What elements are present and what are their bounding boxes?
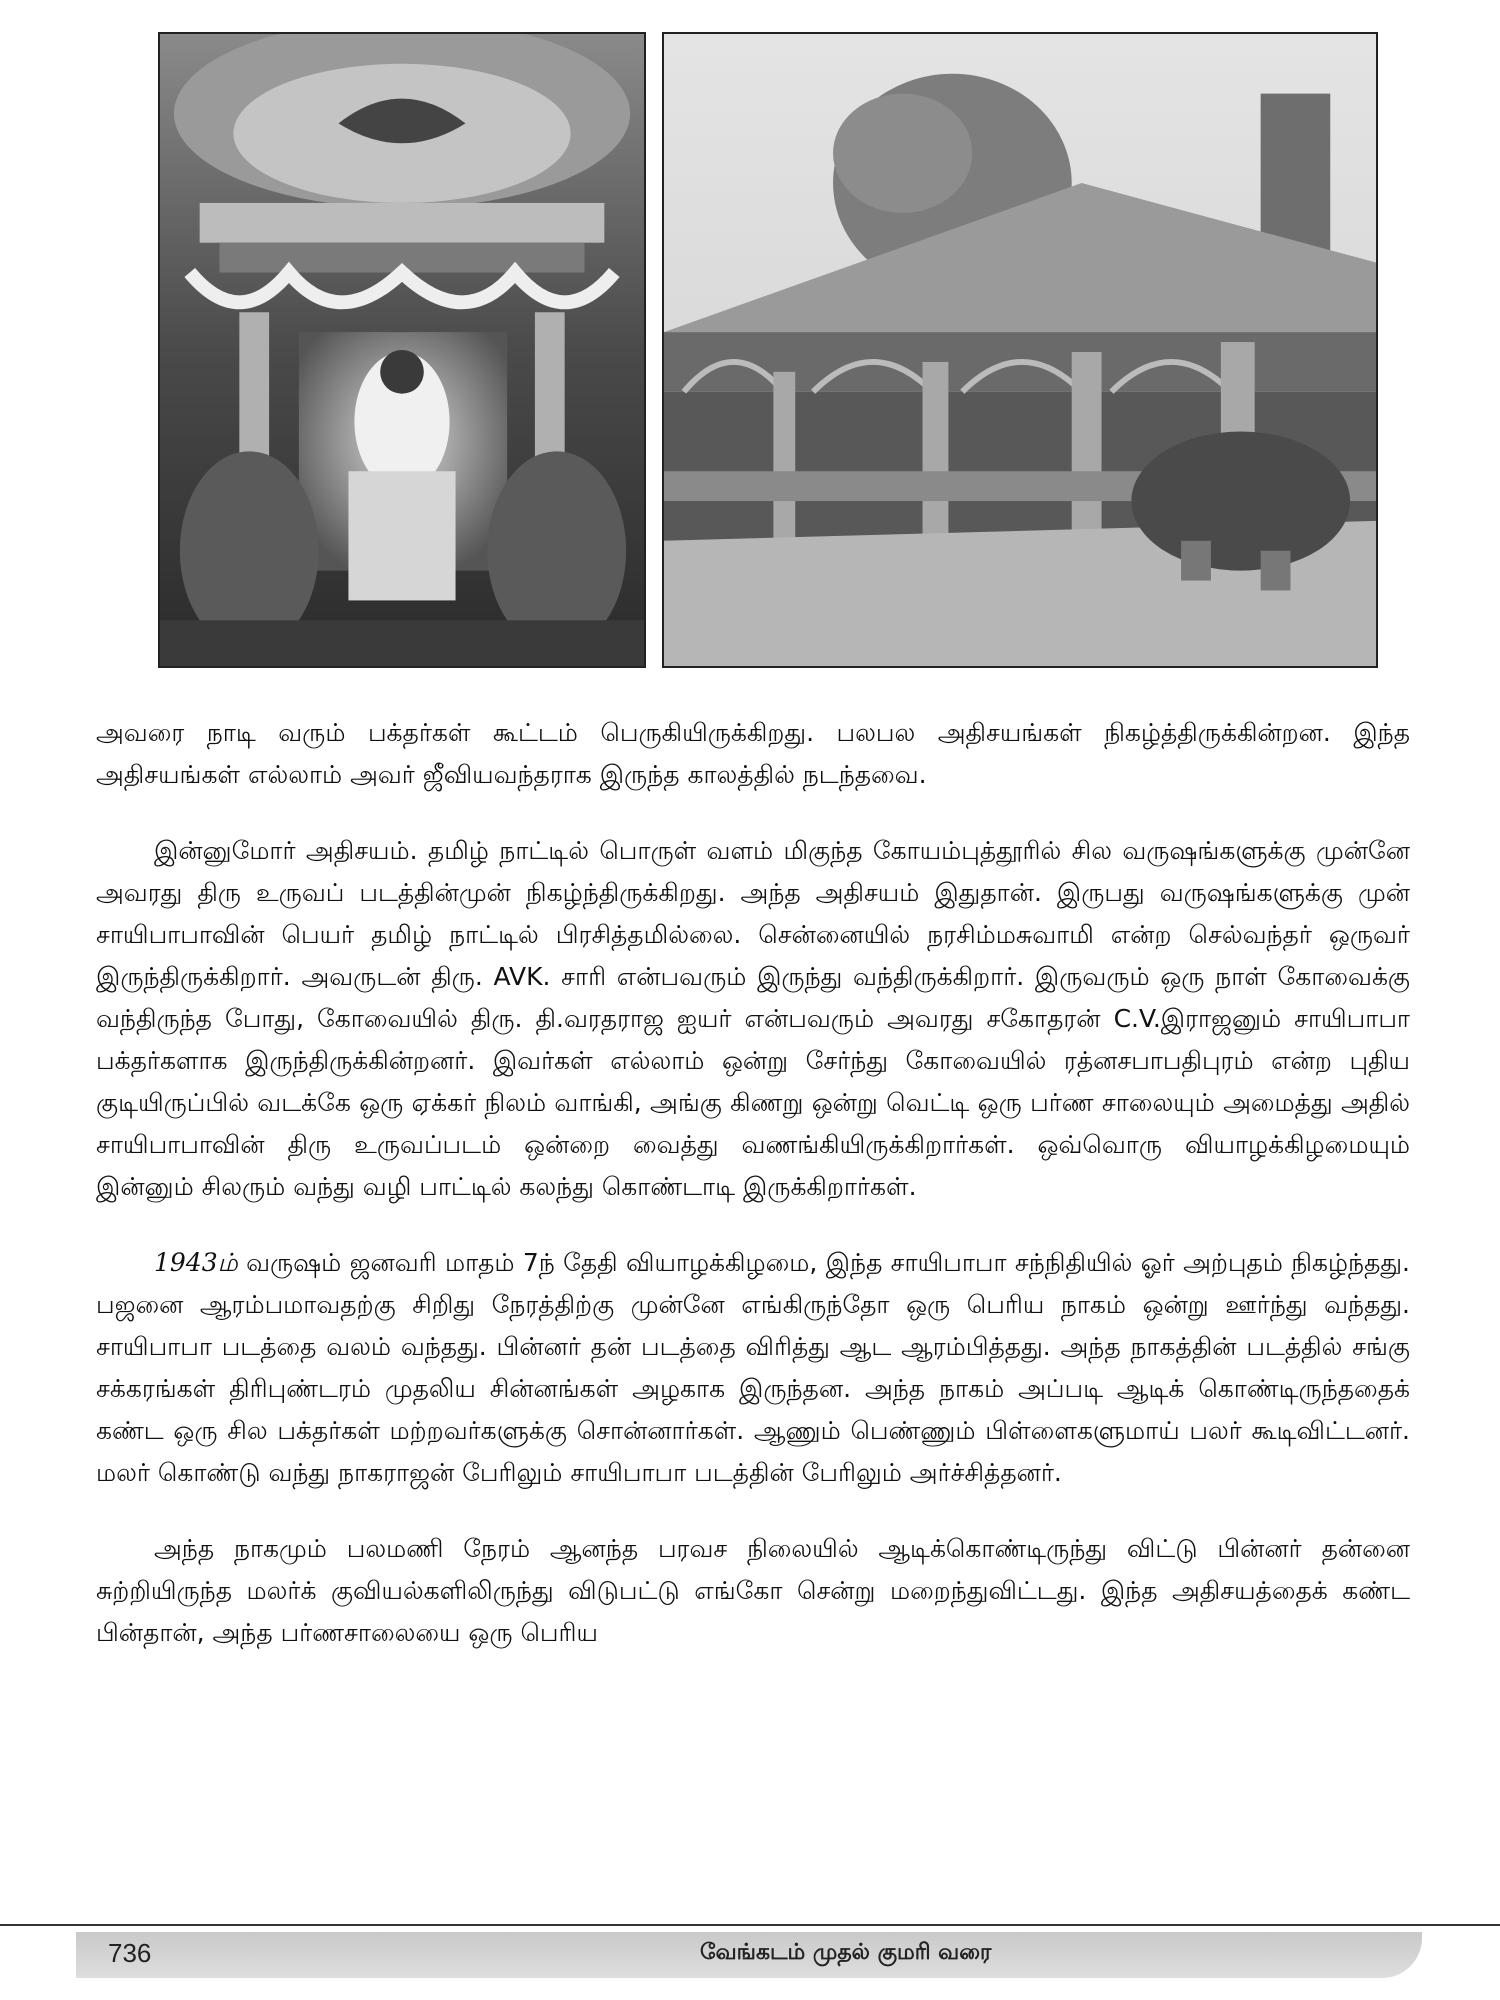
page-number: 736 (108, 1938, 152, 1968)
paragraph-1: அவரை நாடி வரும் பக்தர்கள் கூட்டம் பெருகியிருக்கிறது. பலபல அதிசயங்கள் நிகழ்த்திருக்கின்றன. இந்த அதிசயங்கள் எல்லாம் அவர் ஜீவியவந்தராக இருந்த காலத்தில் நடந்தவை. (96, 718, 1410, 789)
year-1943: 1943ம் (154, 1248, 238, 1277)
temple-hall-photo-graphic (664, 34, 1376, 666)
shrine-photo-graphic (160, 34, 644, 666)
paragraph-3-text: வருஷம் ஜனவரி மாதம் 7ந் தேதி வியாழக்கிழமை, இந்த சாயிபாபா சந்நிதியில் ஓர் அற்புதம் நிகழ்ந்தது. பஜனை ஆரம்பமாவதற்கு சிறிது நேரத்திற்கு முன்னே எங்கிருந்தோ ஒரு பெரிய நாகம் ஒன்று ஊர்ந்து வந்தது. சாயிபாபா படத்தை வலம் வந்தது. பின்னர் தன் படத்தை விரித்து ஆட ஆரம்பித்தது. அந்த நாகத்தின் படத்தில் சங்கு சக்கரங்கள் திரிபுண்டரம் முதலிய சின்னங்கள் அழகாக இருந்தன. அந்த நாகம் அப்படி ஆடிக் கொண்டிருந்ததைக் கண்ட ஒரு சில பக்தர்கள் மற்றவர்களுக்கு சொன்னார்கள். ஆணும் பெண்ணும் பிள்ளைகளுமாய் பலர் கூடிவிட்டனர். மலர் கொண்டு வந்து நாகராஜன் பேரிலும் சாயிபாபா படத்தின் பேரிலும் அர்ச்சித்தனர். (96, 1248, 1410, 1487)
paragraph-4: அந்த நாகமும் பலமணி நேரம் ஆனந்த பரவச நிலையில் ஆடிக்கொண்டிருந்து விட்டு பின்னர் தன்னை சுற்றியிருந்த மலர்க் குவியல்களிலிருந்து விடுபட்டு எங்கோ சென்று மறைந்துவிட்டது. இந்த அதிசயத்தைக் கண்ட பின்தான், அந்த பர்ணசாலையை ஒரு பெரிய (96, 1534, 1410, 1647)
footer-rule (0, 1924, 1500, 1926)
paragraph-3 (96, 1242, 1410, 1494)
temple-hall-photo (662, 32, 1378, 668)
paragraph-2: இன்னுமோர் அதிசயம். தமிழ் நாட்டில் பொருள் வளம் மிகுந்த கோயம்புத்தூரில் சில வருஷங்களுக்கு முன்னே அவரது திரு உருவப் படத்தின்முன் நிகழ்ந்திருக்கிறது. அந்த அதிசயம் இதுதான். இருபது வருஷங்களுக்கு முன் சாயிபாபாவின் பெயர் தமிழ் நாட்டில் பிரசித்தமில்லை. சென்னையில் நரசிம்மசுவாமி என்ற செல்வந்தர் ஒருவர் இருந்திருக்கிறார். அவருடன் திரு. AVK. சாரி என்பவரும் இருந்து வந்திருக்கிறார். இருவரும் ஒரு நாள் கோவைக்கு வந்திருந்த போது, கோவையில் திரு. தி.வரதராஜ ஐயர் என்பவரும் அவரது சகோதரன் C.V.இராஜனும் சாயிபாபா பக்தர்களாக இருந்திருக்கின்றனர். இவர்கள் எல்லாம் ஒன்று சேர்ந்து கோவையில் ரத்னசபாபதிபுரம் என்ற புதிய குடியிருப்பில் வடக்கே ஒரு ஏக்கர் நிலம் வாங்கி, அங்கு கிணறு ஒன்று வெட்டி ஒரு பர்ண சாலையும் அமைத்து அதில் சாயிபாபாவின் திரு உருவப்படம் ஒன்றை வைத்து வணங்கியிருக்கிறார்கள். ஒவ்வொரு வியாழக்கிழமையும் இன்னும் சிலரும் வந்து வழி பாட்டில் கலந்து கொண்டாடி இருக்கிறார்கள். (96, 836, 1410, 1201)
running-title: வேங்கடம் முதல் குமரி வரை (700, 1940, 992, 1965)
photo-row (158, 32, 1378, 668)
shrine-photo (158, 32, 646, 668)
article-body (96, 712, 1410, 1688)
